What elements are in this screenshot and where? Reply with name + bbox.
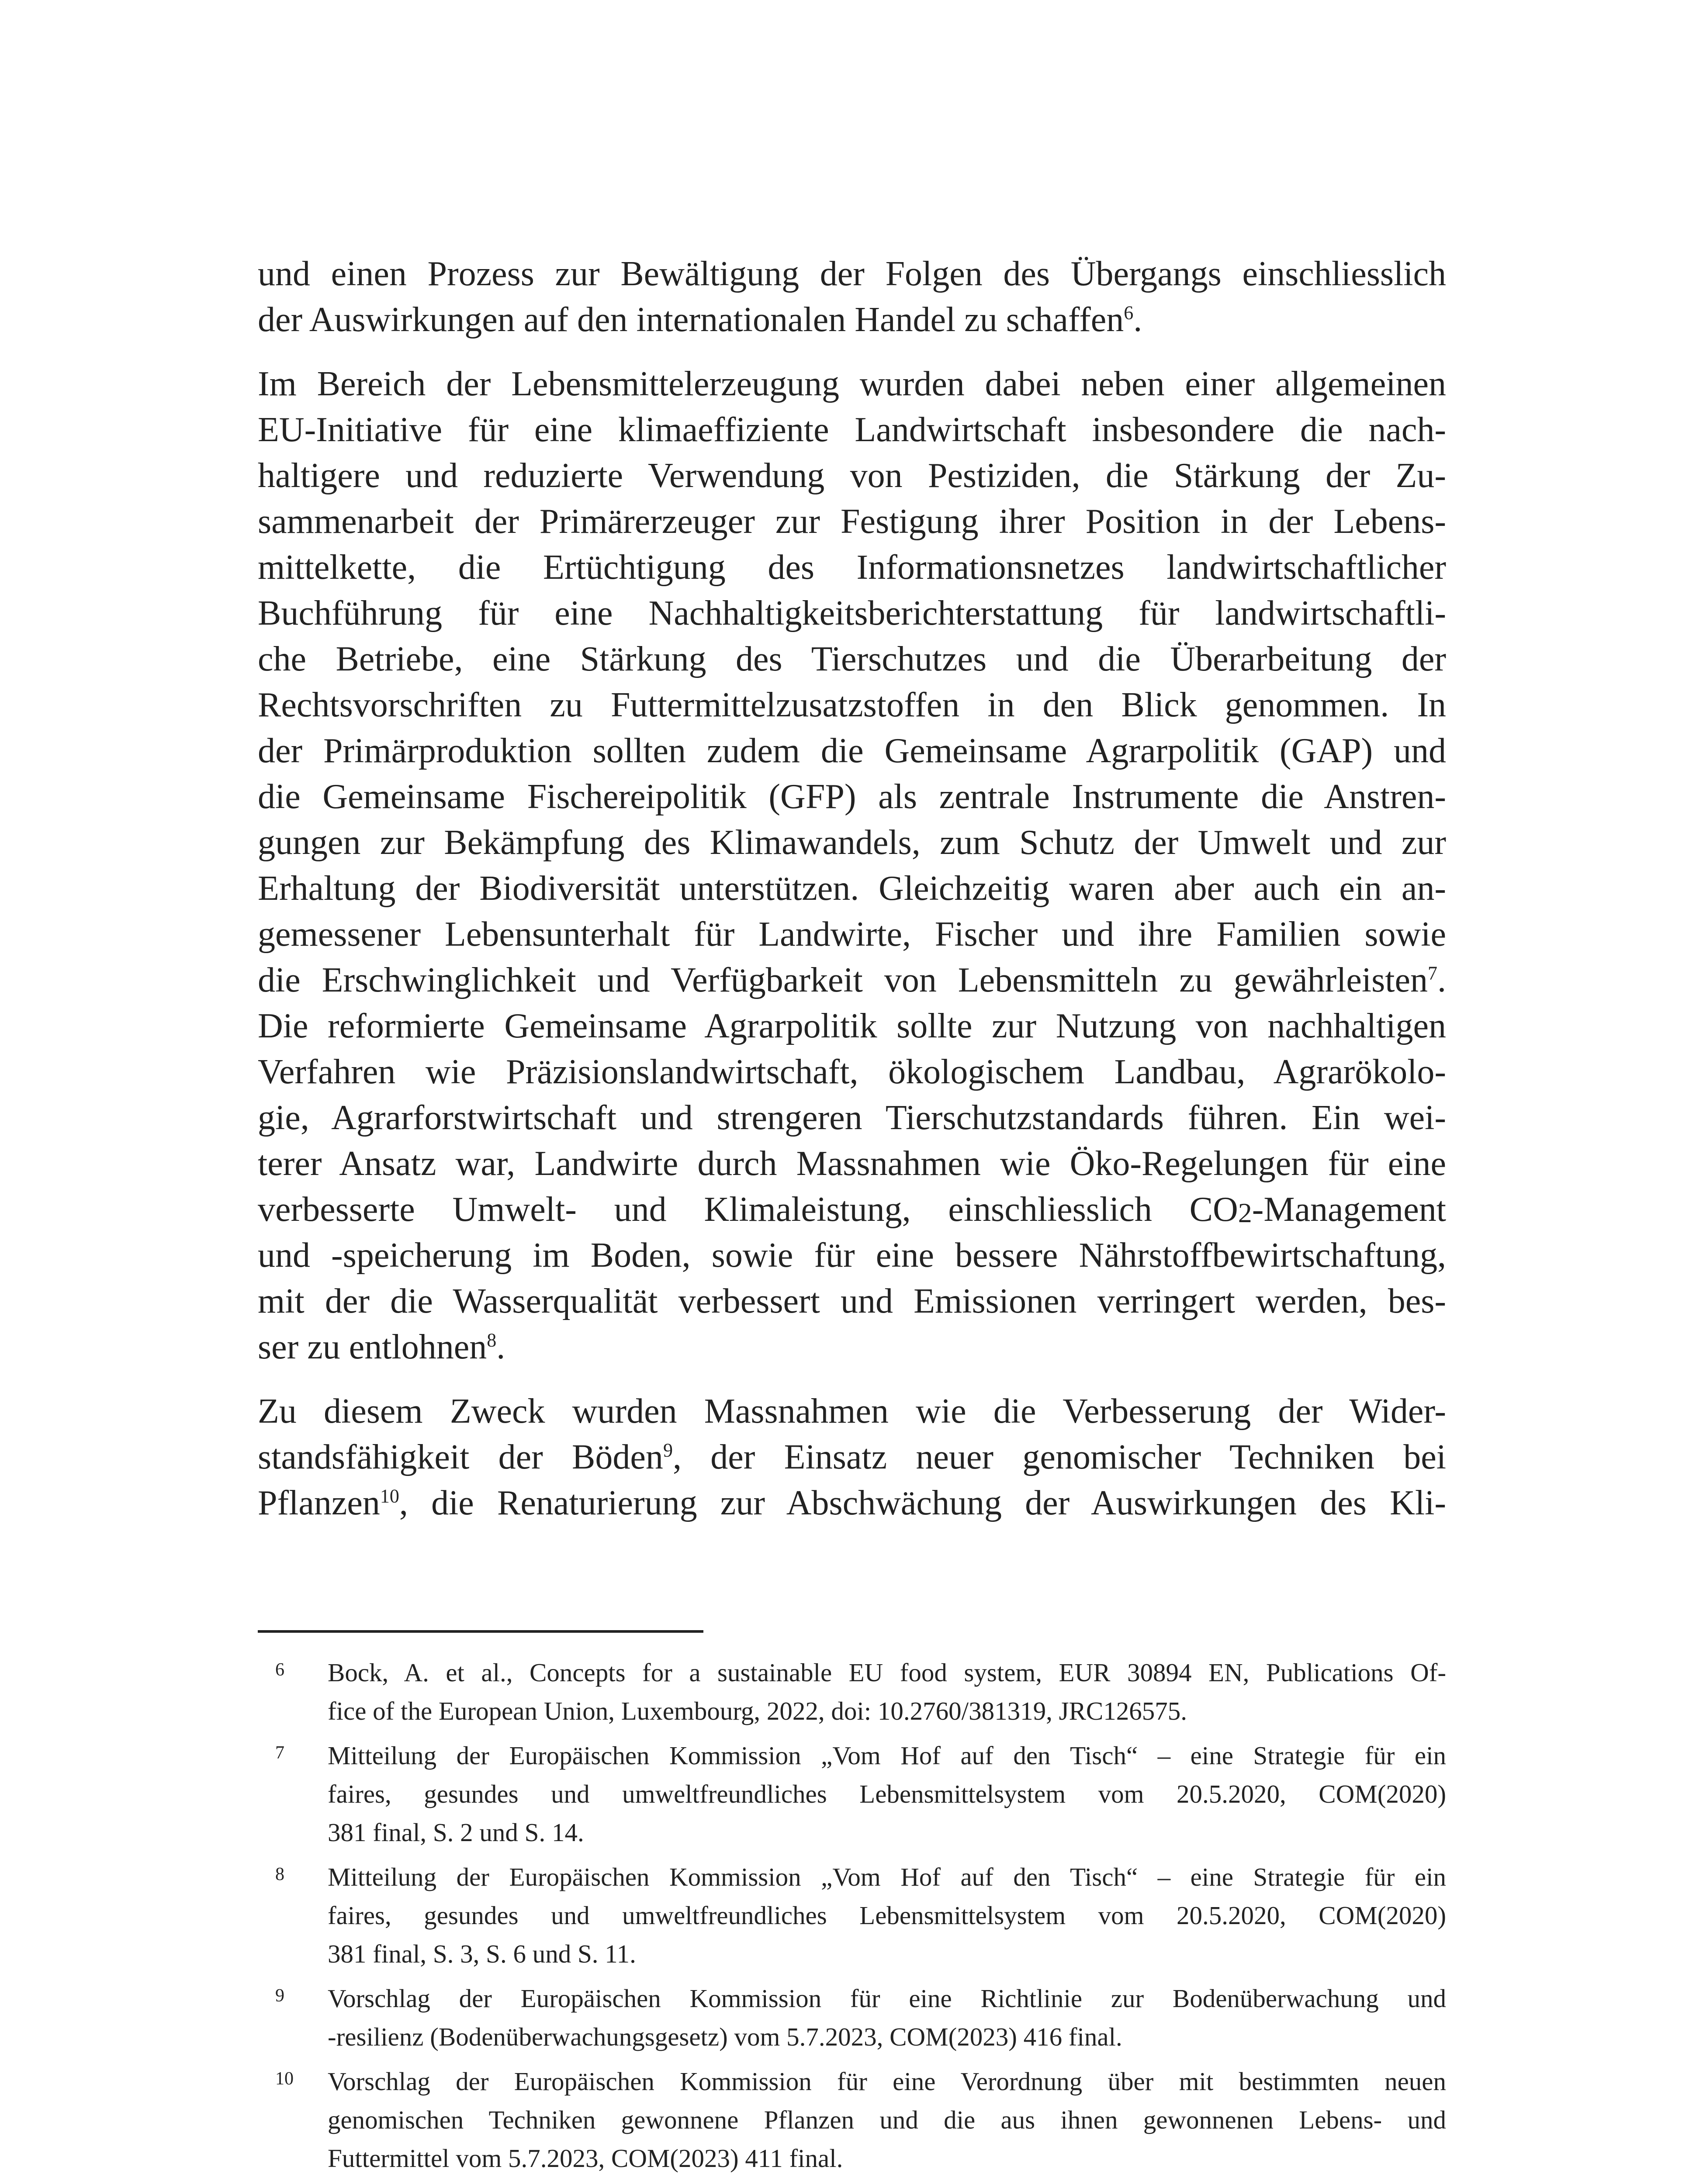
footnote-text bbox=[328, 1979, 1446, 2056]
text-line: EU-Initiative für eine klimaeffiziente Landwirtschaft insbesondere die nach- bbox=[258, 411, 1446, 449]
text-line: sammenarbeit der Primärerzeuger zur Festigung ihrer Position in der Lebens- bbox=[258, 502, 1446, 541]
text-line: und einen Prozess zur Bewältigung der Folgen des Übergangs einschliesslich bbox=[258, 255, 1446, 293]
text-line: Die reformierte Gemeinsame Agrarpolitik sollte zur Nutzung von nachhaltigen bbox=[258, 1007, 1446, 1045]
footnote-text bbox=[328, 1858, 1446, 1973]
text-fragment: , der Einsatz neuer genomischer Techniken bei bbox=[672, 1438, 1447, 1476]
text-fragment: , die Renaturierung zur Abschwächung der Auswirkungen des Kli- bbox=[399, 1484, 1446, 1522]
footnote-9 bbox=[258, 1979, 1446, 2056]
subscript: 2 bbox=[1238, 1197, 1252, 1229]
text-line bbox=[258, 1324, 1446, 1370]
footnote-number: 8 bbox=[275, 1864, 284, 1884]
footnote-line: Vorschlag der Europäischen Kommission für eine Verordnung über mit bestimmten neuen bbox=[328, 2067, 1446, 2096]
footnote-7 bbox=[258, 1736, 1446, 1852]
text-line bbox=[258, 1480, 1446, 1526]
footnote-6 bbox=[258, 1653, 1446, 1730]
text-line: gungen zur Bekämpfung des Klimawandels, zum Schutz der Umwelt und zur bbox=[258, 823, 1446, 862]
footnote-line: Mitteilung der Europäischen Kommission „Vom Hof auf den Tisch“ – eine Strategie für ein bbox=[328, 1863, 1446, 1891]
footnote-10 bbox=[258, 2062, 1446, 2177]
footnote-text bbox=[328, 2062, 1446, 2177]
footnote-number: 6 bbox=[275, 1660, 284, 1680]
footnote-separator bbox=[258, 1630, 703, 1633]
text-line: mit der die Wasserqualität verbessert und Emissionen verringert werden, bes- bbox=[258, 1282, 1446, 1320]
text-line: Zu diesem Zweck wurden Massnahmen wie die Verbesserung der Wider- bbox=[258, 1392, 1446, 1431]
footnote-ref-7[interactable]: 7 bbox=[1428, 962, 1437, 984]
paragraph-2 bbox=[258, 361, 1446, 1370]
footnote-ref-6[interactable]: 6 bbox=[1124, 302, 1134, 324]
text-fragment: -Management bbox=[1252, 1190, 1446, 1229]
footnote-line: 381 final, S. 2 und S. 14. bbox=[328, 1818, 584, 1847]
footnote-ref-10[interactable]: 10 bbox=[380, 1485, 399, 1507]
text-line: gie, Agrarforstwirtschaft und strengeren Tierschutzstandards führen. Ein wei- bbox=[258, 1099, 1446, 1137]
text-fragment: der Auswirkungen auf den internationalen Handel zu schaffen bbox=[258, 301, 1124, 339]
footnote-line: faires, gesundes und umweltfreundliches Lebensmittelsystem vom 20.5.2020, COM(2020) bbox=[328, 1780, 1446, 1808]
text-line: mittelkette, die Ertüchtigung des Informationsnetzes landwirtschaftlicher bbox=[258, 548, 1446, 587]
footnote-number: 9 bbox=[275, 1986, 284, 2006]
text-line: Buchführung für eine Nachhaltigkeitsberichterstattung für landwirtschaftli- bbox=[258, 594, 1446, 632]
text-line bbox=[258, 1434, 1446, 1480]
footnote-line: Vorschlag der Europäischen Kommission für eine Richtlinie zur Bodenüberwachung und bbox=[328, 1984, 1446, 2013]
text-line: und -speicherung im Boden, sowie für eine bessere Nährstoffbewirtschaftung, bbox=[258, 1236, 1446, 1275]
footnote-line: genomischen Techniken gewonnene Pflanzen und die aus ihnen gewonnenen Lebens- und bbox=[328, 2105, 1446, 2134]
text-line: die Gemeinsame Fischereipolitik (GFP) als zentrale Instrumente die Anstren- bbox=[258, 778, 1446, 816]
text-fragment: die Erschwinglichkeit und Verfügbarkeit von Lebensmitteln zu gewährleisten bbox=[258, 961, 1428, 999]
text-line bbox=[258, 957, 1446, 1003]
footnote-ref-9[interactable]: 9 bbox=[663, 1439, 673, 1461]
text-fragment: . bbox=[1437, 961, 1446, 999]
paragraph-3 bbox=[258, 1389, 1446, 1526]
footnote-text bbox=[328, 1653, 1446, 1730]
text-line: che Betriebe, eine Stärkung des Tierschutzes und die Überarbeitung der bbox=[258, 640, 1446, 678]
text-line: haltigere und reduzierte Verwendung von Pestiziden, die Stärkung der Zu- bbox=[258, 456, 1446, 495]
text-fragment: . bbox=[496, 1328, 505, 1366]
text-line: Verfahren wie Präzisionslandwirtschaft, ökologischem Landbau, Agrarökolo- bbox=[258, 1053, 1446, 1091]
footnote-line: Futtermittel vom 5.7.2023, COM(2023) 411 final. bbox=[328, 2144, 843, 2173]
footnote-line: 381 final, S. 3, S. 6 und S. 11. bbox=[328, 1939, 636, 1968]
footnote-line: fice of the European Union, Luxembourg, 2022, doi: 10.2760/381319, JRC126575. bbox=[328, 1697, 1187, 1725]
footnote-line: Bock, A. et al., Concepts for a sustainable EU food system, EUR 30894 EN, Publications Of- bbox=[328, 1658, 1446, 1687]
footnote-line: Mitteilung der Europäischen Kommission „Vom Hof auf den Tisch“ – eine Strategie für ein bbox=[328, 1741, 1446, 1770]
footnote-text bbox=[328, 1736, 1446, 1852]
body-text bbox=[258, 251, 1446, 1545]
footnote-line: faires, gesundes und umweltfreundliches Lebensmittelsystem vom 20.5.2020, COM(2020) bbox=[328, 1901, 1446, 1930]
text-line bbox=[258, 297, 1446, 343]
paragraph-1 bbox=[258, 251, 1446, 343]
text-fragment: ser zu entlohnen bbox=[258, 1328, 487, 1366]
text-line: terer Ansatz war, Landwirte durch Massnahmen wie Öko-Regelungen für eine bbox=[258, 1144, 1446, 1183]
text-fragment: standsfähigkeit der Böden bbox=[258, 1438, 663, 1476]
text-line bbox=[258, 1187, 1446, 1233]
text-line: Rechtsvorschriften zu Futtermittelzusatzstoffen in den Blick genommen. In bbox=[258, 686, 1446, 724]
footnote-ref-8[interactable]: 8 bbox=[487, 1329, 497, 1351]
footnote-8 bbox=[258, 1858, 1446, 1973]
text-fragment: Pflanzen bbox=[258, 1484, 380, 1522]
footnote-number: 7 bbox=[275, 1743, 284, 1763]
footnote-line: -resilienz (Bodenüberwachungsgesetz) vom 5.7.2023, COM(2023) 416 final. bbox=[328, 2022, 1122, 2051]
text-line: Im Bereich der Lebensmittelerzeugung wurden dabei neben einer allgemeinen bbox=[258, 365, 1446, 403]
text-line: gemessener Lebensunterhalt für Landwirte, Fischer und ihre Familien sowie bbox=[258, 915, 1446, 954]
footnote-number: 10 bbox=[275, 2069, 294, 2089]
text-line: der Primärproduktion sollten zudem die Gemeinsame Agrarpolitik (GAP) und bbox=[258, 732, 1446, 770]
text-line: Erhaltung der Biodiversität unterstützen. Gleichzeitig waren aber auch ein an- bbox=[258, 869, 1446, 908]
footnotes bbox=[258, 1653, 1446, 2184]
text-fragment: . bbox=[1133, 301, 1142, 339]
text-fragment: verbesserte Umwelt- und Klimaleistung, einschliesslich CO bbox=[258, 1190, 1238, 1229]
